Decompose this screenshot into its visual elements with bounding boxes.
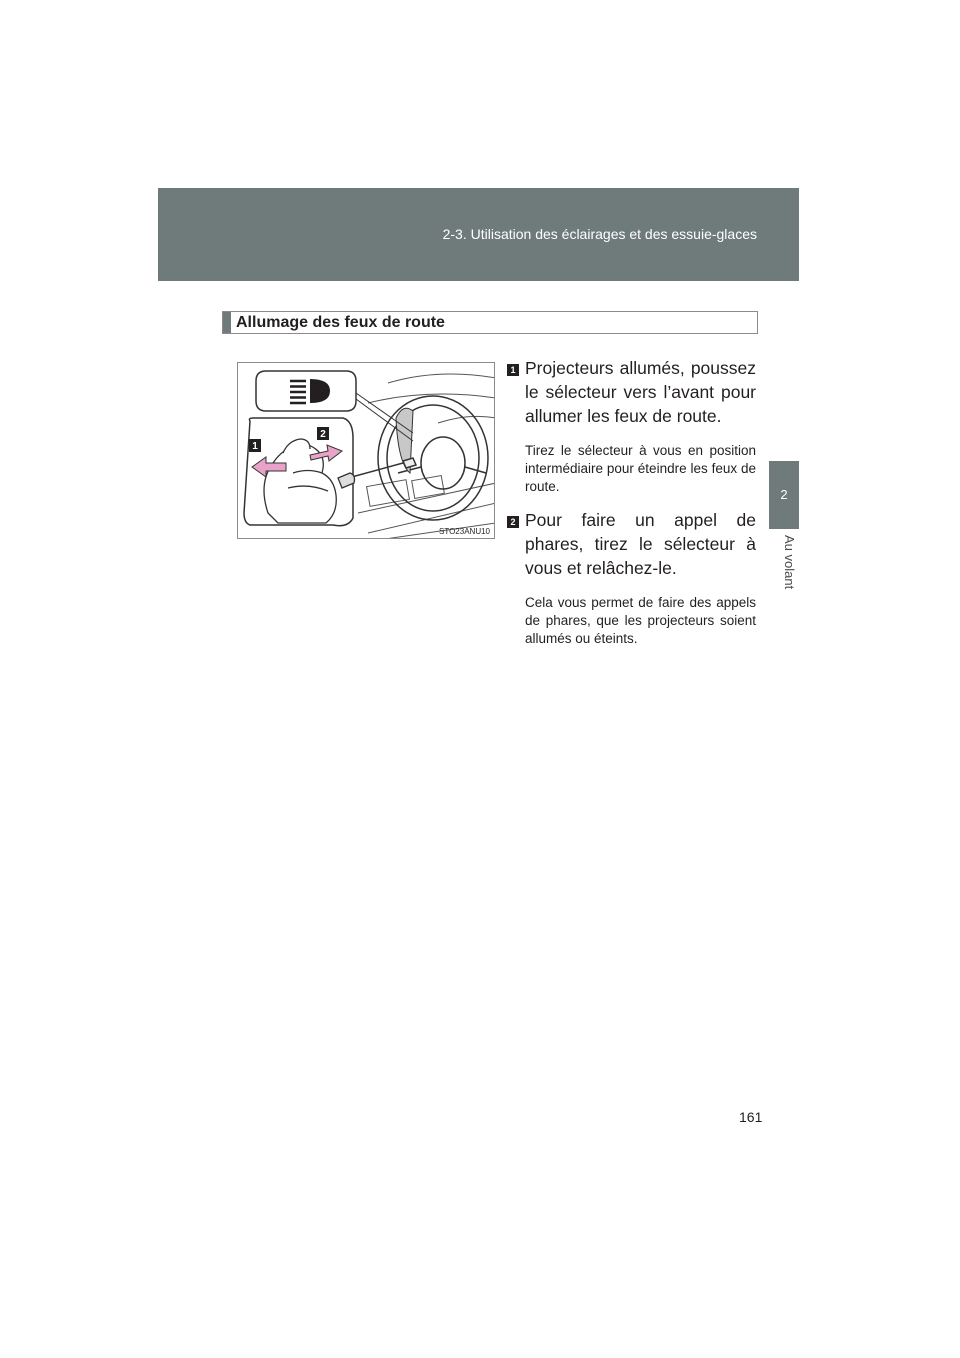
section-accent [223, 312, 231, 333]
step-1-number: 1 [507, 364, 519, 376]
chapter-tab-number: 2 [780, 487, 788, 502]
lever-illustration [237, 362, 495, 539]
step-2-text: Pour faire un appel de phares, tirez le sélecteur à vous et relâchez-le. [525, 510, 756, 578]
chapter-title: 2-3. Utilisation des éclairages et des essuie-glaces [442, 226, 757, 242]
step-2-number: 2 [507, 516, 519, 528]
step-1 [507, 356, 756, 496]
step-2 [507, 508, 756, 648]
instructions [507, 356, 756, 660]
steering-wheel [378, 396, 488, 520]
chapter-tab-label: Au volant [782, 535, 797, 590]
lever-stalk [348, 458, 416, 478]
marker-1-text: 1 [252, 441, 258, 452]
section-title: Allumage des feux de route [236, 314, 445, 331]
chapter-tab [769, 461, 799, 529]
section-header [222, 311, 758, 334]
header-band [158, 188, 799, 281]
step-2-note: Cela vous permet de faire des appels de phares, que les projecteurs soient allumés ou éteints. [525, 595, 756, 646]
illustration-code: STO23ANU10 [439, 527, 490, 536]
page-number: 161 [739, 1109, 763, 1125]
step-1-text: Projecteurs allumés, poussez le sélecteur vers l’avant pour allumer les feux de route. [525, 358, 756, 426]
illustration-drawing [238, 363, 495, 539]
marker-2-text: 2 [320, 429, 326, 440]
step-1-note: Tirez le sélecteur à vous en position intermédiaire pour éteindre les feux de route. [525, 443, 756, 494]
